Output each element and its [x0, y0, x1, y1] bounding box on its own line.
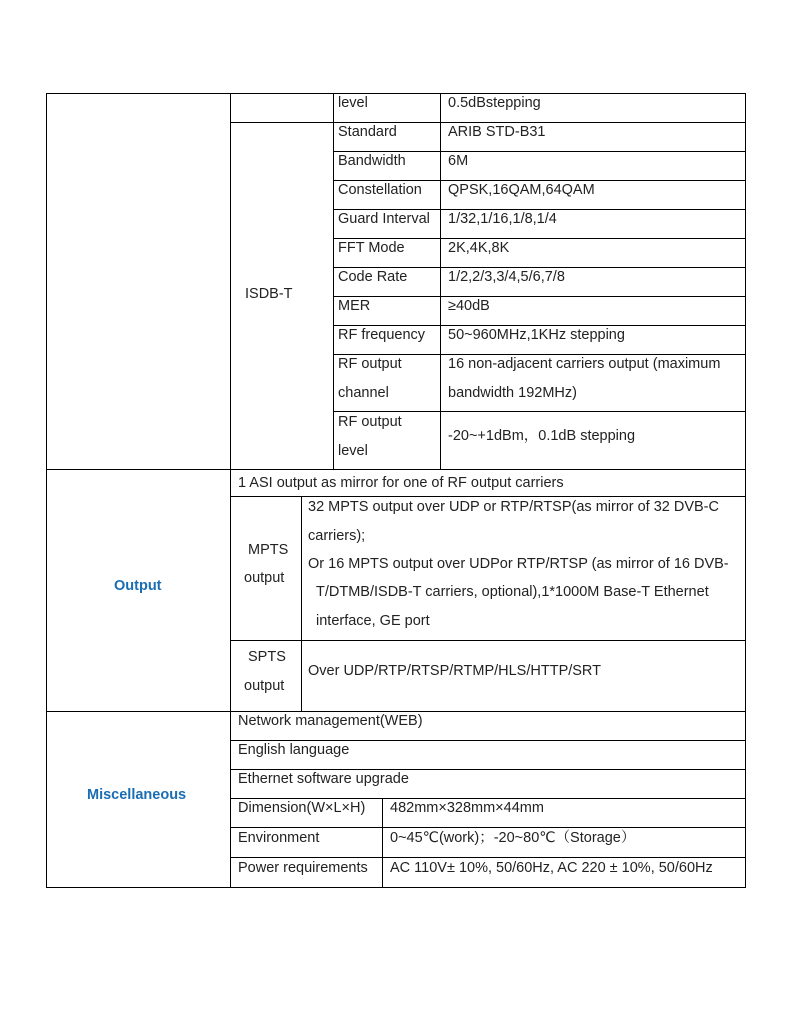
- spts-desc: Over UDP/RTP/RTSP/RTMP/HLS/HTTP/SRT: [308, 663, 602, 679]
- value-environment: 0~45℃(work)；-20~80℃（Storage）: [390, 830, 636, 846]
- value-rf-output-level: -20~+1dBm，0.1dB stepping: [448, 428, 636, 444]
- column-divider: [440, 93, 441, 470]
- isdbt-label: ISDB-T: [245, 286, 293, 302]
- value-fft-mode: 2K,4K,8K: [448, 240, 510, 256]
- table-border-top: [46, 93, 746, 94]
- value-guard-interval: 1/32,1/16,1/8,1/4: [448, 211, 557, 227]
- column-divider: [382, 798, 383, 888]
- param-rf-output-channel-line1: RF output: [338, 356, 402, 372]
- table-border-left: [46, 93, 47, 888]
- param-guard-interval: Guard Interval: [338, 211, 430, 227]
- value-code-rate: 1/2,2/3,3/4,5/6,7/8: [448, 269, 565, 285]
- software-upgrade: Ethernet software upgrade: [238, 771, 409, 787]
- spts-label-line1: SPTS: [248, 649, 286, 665]
- english-language: English language: [238, 742, 350, 758]
- param-dimension: Dimension(W×L×H): [238, 800, 366, 816]
- mpts-label-line2: output: [244, 570, 285, 586]
- mpts-desc-line5: interface, GE port: [316, 613, 430, 629]
- row-divider: [333, 296, 746, 297]
- column-divider: [230, 93, 231, 888]
- section-divider: [46, 469, 746, 470]
- mpts-desc-line3: Or 16 MPTS output over UDPor RTP/RTSP (as mirror of 16 DVB-: [308, 556, 729, 572]
- value-standard: ARIB STD-B31: [448, 124, 546, 140]
- mpts-desc-line2: carriers);: [308, 528, 366, 544]
- value-mer: ≥40dB: [448, 298, 490, 314]
- value-bandwidth: 6M: [448, 153, 469, 169]
- section-label-output: Output: [114, 578, 162, 594]
- value-power: AC 110V± 10%, 50/60Hz, AC 220 ± 10%, 50/60Hz: [390, 860, 713, 876]
- section-label-miscellaneous: Miscellaneous: [87, 787, 187, 803]
- value-level: 0.5dBstepping: [448, 95, 541, 111]
- value-rf-output-channel-line1: 16 non-adjacent carriers output (maximum: [448, 356, 721, 372]
- param-rf-output-channel-line2: channel: [338, 385, 389, 401]
- mpts-label-line1: MPTS: [248, 542, 289, 558]
- value-rf-frequency: 50~960MHz,1KHz stepping: [448, 327, 625, 343]
- asi-output: 1 ASI output as mirror for one of RF output carriers: [238, 475, 564, 491]
- param-rf-frequency: RF frequency: [338, 327, 426, 343]
- row-divider: [230, 640, 746, 641]
- column-divider: [333, 93, 334, 470]
- table-border-right: [745, 93, 746, 888]
- mpts-desc-line1: 32 MPTS output over UDP or RTP/RTSP(as mirror of 32 DVB-C: [308, 499, 719, 515]
- param-standard: Standard: [338, 124, 397, 140]
- value-constellation: QPSK,16QAM,64QAM: [448, 182, 595, 198]
- param-rf-output-level-line2: level: [338, 443, 368, 459]
- param-bandwidth: Bandwidth: [338, 153, 406, 169]
- column-divider: [301, 496, 302, 711]
- network-management: Network management(WEB): [238, 713, 423, 729]
- value-rf-output-channel-line2: bandwidth 192MHz): [448, 385, 577, 401]
- param-code-rate: Code Rate: [338, 269, 408, 285]
- param-fft-mode: FFT Mode: [338, 240, 405, 256]
- param-mer: MER: [338, 298, 371, 314]
- param-power: Power requirements: [238, 860, 368, 876]
- table-border-bottom: [46, 887, 746, 888]
- param-level: level: [338, 95, 368, 111]
- spts-label-line2: output: [244, 678, 285, 694]
- param-environment: Environment: [238, 830, 320, 846]
- param-constellation: Constellation: [338, 182, 422, 198]
- value-dimension: 482mm×328mm×44mm: [390, 800, 544, 816]
- mpts-desc-line4: T/DTMB/ISDB-T carriers, optional),1*1000M Base-T Ethernet: [316, 584, 709, 600]
- param-rf-output-level-line1: RF output: [338, 414, 402, 430]
